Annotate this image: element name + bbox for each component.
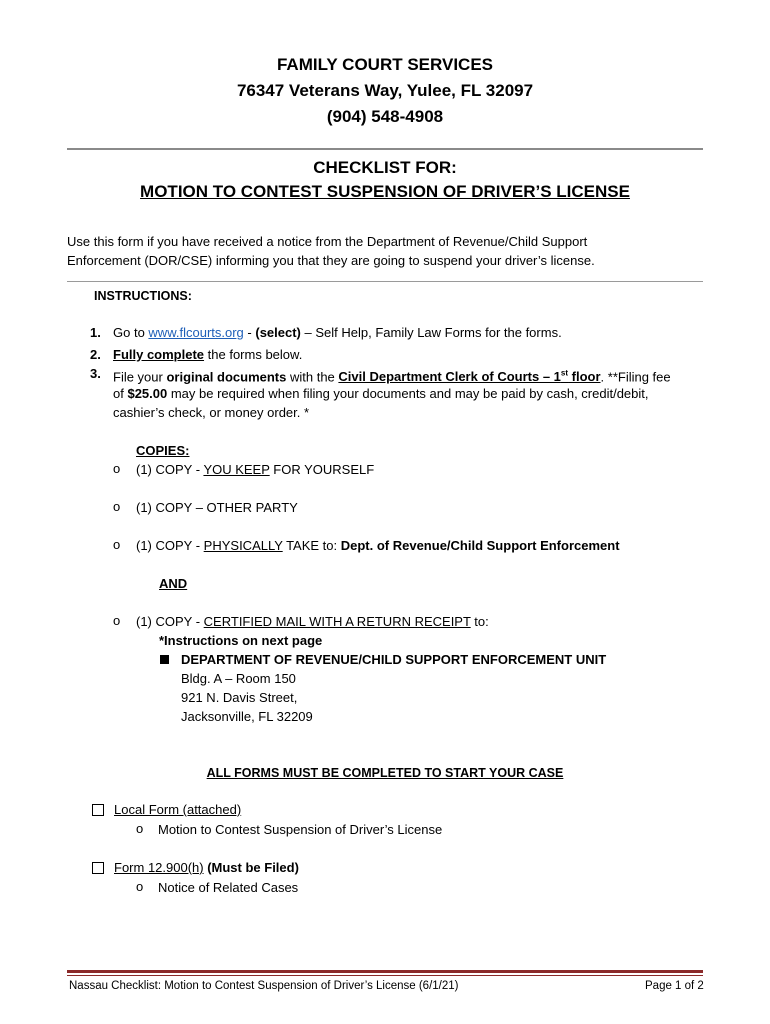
copy-1-pre: (1) COPY - [136, 462, 204, 477]
page-number: Page 1 of 2 [645, 980, 704, 992]
forms-heading: ALL FORMS MUST BE COMPLETED TO START YOUR CASE [206, 766, 564, 780]
item-1-mid: - [243, 325, 256, 340]
instruction-item-3-line-2 [113, 384, 649, 403]
item-3-floor: floor [568, 369, 601, 385]
item-3-clerk-text: Civil Department Clerk of Courts – 1 [338, 369, 561, 385]
copy-3 [136, 536, 620, 555]
intro-line-1: Use this form if you have received a notice from the Department of Revenue/Child Support [67, 234, 588, 249]
org-name: FAMILY COURT SERVICES [276, 55, 493, 74]
and-label: AND [159, 576, 188, 591]
item-2-post: the forms below. [204, 347, 303, 362]
instructions-heading: INSTRUCTIONS: [94, 289, 192, 303]
form-12900h-note: (Must be Filed) [203, 860, 299, 875]
copies-heading: COPIES: [136, 443, 190, 458]
copy-2-bullet: o [113, 499, 121, 514]
intro-text [67, 232, 667, 270]
copy-3-mid: TAKE to: [282, 538, 341, 553]
form-12900h-checkbox[interactable] [92, 862, 104, 874]
square-bullet-icon [160, 655, 169, 664]
filing-fee: $25.00 [127, 386, 168, 401]
dept-name: DEPARTMENT OF REVENUE/CHILD SUPPORT ENFORCEMENT UNIT [181, 652, 607, 667]
copy-1-bullet: o [113, 461, 121, 476]
local-form-label: Local Form (attached) [114, 802, 242, 817]
copy-1-post: FOR YOURSELF [269, 462, 375, 477]
instruction-item-3-line-3: cashier’s check, or money order. * [113, 405, 310, 420]
item-1-pre: Go to [113, 325, 149, 340]
footer-left: Nassau Checklist: Motion to Contest Suspension of Driver’s License (6/1/21) [69, 980, 459, 992]
copy-3-bullet: o [113, 537, 121, 552]
intro-divider [67, 281, 703, 282]
org-phone: (904) 548-4908 [326, 107, 444, 126]
item-3-line2-pre: of [113, 386, 128, 401]
copy-4 [136, 612, 489, 631]
item-1-post: – Self Help, Family Law Forms for the forms. [300, 325, 562, 340]
copy-3-physically: PHYSICALLY [203, 538, 283, 553]
copy-1-keep: YOU KEEP [203, 462, 270, 477]
copy-2: (1) COPY – OTHER PARTY [136, 500, 298, 515]
form-12900h-sub: Notice of Related Cases [158, 880, 299, 895]
copy-3-dept: Dept. of Revenue/Child Support Enforcement [340, 538, 620, 553]
item-2-bold: Fully complete [113, 347, 205, 362]
flcourts-link[interactable]: www.flcourts.org [148, 325, 244, 340]
footer-rule-thick [67, 970, 703, 973]
item-3-line2-post: may be required when filing your documents and may be paid by cash, credit/debit, [167, 386, 649, 401]
copy-3-pre: (1) COPY - [136, 538, 204, 553]
form-12900h-link: Form 12.900(h) [114, 860, 204, 875]
item-3-number: 3. [90, 366, 101, 381]
header-divider [67, 148, 703, 150]
org-address: 76347 Veterans Way, Yulee, FL 32097 [236, 81, 534, 100]
dept-address-1: Bldg. A – Room 150 [181, 671, 296, 686]
copy-4-post: to: [470, 614, 489, 629]
copy-4-bullet: o [113, 613, 121, 628]
item-3-sup: st [560, 369, 569, 378]
local-form-sub: Motion to Contest Suspension of Driver’s License [158, 822, 443, 837]
form-12900h-label [114, 858, 299, 877]
item-3-mid: with the [286, 369, 339, 385]
item-3-clerk [338, 369, 600, 384]
footer-rule-thin [67, 975, 703, 976]
intro-line-2: Enforcement (DOR/CSE) informing you that they are going to suspend your driver’s license. [67, 253, 595, 268]
instruction-item-3-line-1 [113, 364, 671, 386]
instruction-item-1 [113, 323, 562, 342]
form-12900h-sub-bullet: o [136, 879, 144, 894]
copy-1 [136, 460, 374, 479]
item-3-pre: File your [113, 369, 167, 385]
item-1-select: (select) [255, 325, 301, 340]
dept-address-2: 921 N. Davis Street, [181, 690, 298, 705]
copy-4-certified: CERTIFIED MAIL WITH A RETURN RECEIPT [203, 614, 471, 629]
item-1-number: 1. [90, 325, 101, 340]
copy-4-pre: (1) COPY - [136, 614, 204, 629]
copy-4-note: *Instructions on next page [159, 633, 323, 648]
item-3-post: . **Filing fee [600, 369, 671, 385]
checklist-subtitle: MOTION TO CONTEST SUSPENSION OF DRIVER’S LICENSE [140, 182, 630, 201]
item-2-number: 2. [90, 347, 101, 362]
local-form-sub-bullet: o [136, 821, 144, 836]
instruction-item-2 [113, 345, 302, 364]
item-3-original: original documents [166, 369, 287, 385]
local-form-checkbox[interactable] [92, 804, 104, 816]
checklist-title: CHECKLIST FOR: [313, 158, 457, 177]
dept-address-3: Jacksonville, FL 32209 [181, 709, 313, 724]
